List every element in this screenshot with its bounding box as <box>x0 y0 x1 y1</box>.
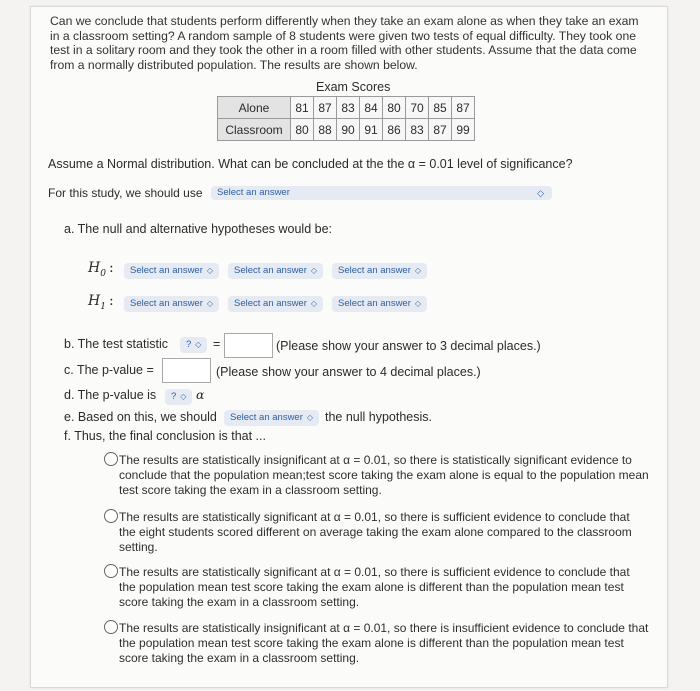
table-row <box>218 97 475 119</box>
part-a-text: a. The null and alternative hypotheses would be: <box>64 222 333 236</box>
chevron-updown-icon: ◇ <box>206 299 214 308</box>
question-intro: Can we conclude that students perform differently when they take an exam alone as when they take an exam in a classroom setting? A random sample of 8 students were given two tests of equal difficulty. They took one test in a solitary room and they took the other in a room filled with other students. Assume that the data come from a normally distributed population. The results are shown below. <box>50 14 639 72</box>
part-c-hint: (Please show your answer to 4 decimal places.) <box>216 365 481 379</box>
chevron-updown-icon: ◇ <box>195 340 202 349</box>
alpha-symbol: α <box>196 387 205 402</box>
table-cell: 88 <box>314 119 337 141</box>
part-e-text: e. Based on this, we should <box>64 410 217 424</box>
table-cell: 87 <box>314 97 337 119</box>
table-cell: 70 <box>406 97 429 119</box>
chevron-updown-icon: ◇ <box>414 266 422 275</box>
part-d-text: d. The p-value is <box>64 388 157 402</box>
conclusion-radio-1[interactable] <box>104 452 118 466</box>
h1-operator-select[interactable]: Select an answer ◇ <box>228 296 323 312</box>
conclusion-option-2: The results are statistically significant at α = 0.01, so there is sufficient evidence to conclude that the eight students scored different on average taking the exam alone compared to the classroom setting. <box>119 510 632 554</box>
equals-sign: = <box>213 337 221 351</box>
significance-question: Assume a Normal distribution. What can be concluded at the the α = 0.01 level of significance? <box>48 157 573 171</box>
table-cell: 81 <box>291 97 314 119</box>
conclusion-option-1: The results are statistically insignificant at α = 0.01, so there is statistically significant evidence to conclude that the population mean;test score taking the exam alone is equal to the population mean test score taking the exam in a classroom setting. <box>119 453 649 497</box>
part-b-hint: (Please show your answer to 3 decimal places.) <box>276 339 541 353</box>
table-cell: 91 <box>360 119 383 141</box>
h0-operator-select[interactable]: Select an answer ◇ <box>228 263 323 279</box>
study-label: For this study, we should use <box>48 186 203 200</box>
test-statistic-input[interactable] <box>224 333 273 358</box>
study-select-text: Select an answer <box>217 187 290 198</box>
chevron-updown-icon: ◇ <box>306 413 314 422</box>
chevron-updown-icon: ◇ <box>180 392 187 401</box>
table-cell: 86 <box>383 119 406 141</box>
h0-param-select[interactable]: Select an answer ◇ <box>124 263 219 279</box>
table-row <box>218 119 475 141</box>
table-cell: 80 <box>291 119 314 141</box>
h0-value-select[interactable]: Select an answer ◇ <box>332 263 427 279</box>
h1-param-select[interactable]: Select an answer ◇ <box>124 296 219 312</box>
part-e-suffix: the null hypothesis. <box>325 410 433 424</box>
chevron-updown-icon: ◇ <box>537 188 544 198</box>
table-cell: 83 <box>337 97 360 119</box>
table-cell: 85 <box>429 97 452 119</box>
conclusion-radio-2[interactable] <box>104 509 118 523</box>
h0-label: $H_0$ : <box>88 260 114 279</box>
table-cell: 84 <box>360 97 383 119</box>
study-type-select[interactable] <box>211 186 552 200</box>
conclusion-radio-4[interactable] <box>104 620 118 634</box>
table-cell: 90 <box>337 119 360 141</box>
chevron-updown-icon: ◇ <box>310 266 318 275</box>
conclusion-option-4: The results are statistically insignificant at α = 0.01, so there is insufficient evidence to conclude that the population mean test score taking the exam alone is different than the population mean test score taking the exam in a classroom setting. <box>119 621 649 665</box>
conclusion-option-3: The results are statistically significant at α = 0.01, so there is sufficient evidence to conclude that the population mean test score taking the exam alone is different than the population mean test score taking the exam in a classroom setting. <box>119 565 630 609</box>
h1-label: $H_1$ : <box>88 293 114 312</box>
chevron-updown-icon: ◇ <box>310 299 318 308</box>
table-cell: 83 <box>406 119 429 141</box>
exam-scores-table <box>217 96 475 141</box>
p-value-input[interactable] <box>162 358 211 383</box>
row-label-classroom: Classroom <box>218 119 291 141</box>
part-b-text: b. The test statistic <box>64 337 168 351</box>
table-cell: 99 <box>452 119 475 141</box>
part-c-text: c. The p-value = <box>64 363 154 377</box>
decision-select[interactable]: Select an answer ◇ <box>224 410 319 426</box>
chevron-updown-icon: ◇ <box>414 299 422 308</box>
table-cell: 80 <box>383 97 406 119</box>
row-label-alone: Alone <box>218 97 291 119</box>
h1-value-select[interactable]: Select an answer ◇ <box>332 296 427 312</box>
part-f-text: f. Thus, the final conclusion is that ... <box>64 429 266 443</box>
test-statistic-symbol-select[interactable]: ? ◇ <box>180 337 207 353</box>
table-cell: 87 <box>429 119 452 141</box>
conclusion-radio-3[interactable] <box>104 564 118 578</box>
table-cell: 87 <box>452 97 475 119</box>
chevron-updown-icon: ◇ <box>206 266 214 275</box>
table-title: Exam Scores <box>316 80 391 94</box>
p-value-comparison-select[interactable]: ? ◇ <box>165 389 192 405</box>
